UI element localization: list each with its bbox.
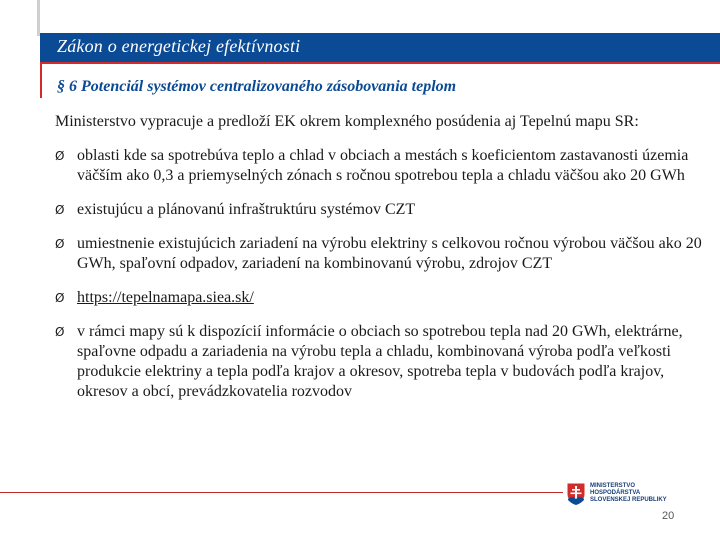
bullet-list [55, 146, 705, 416]
list-item [55, 322, 705, 402]
page-title: Zákon o energetickej efektívnosti [57, 36, 301, 56]
arrow-bullet-icon: Ø [55, 325, 65, 339]
bullet-text: oblasti kde sa spotrebúva teplo a chlad v obciach a mestách s koeficientom zastavanosti územia väčším ako 0,3 a priemyselných zónach s ročnou spotrebou tepla a chladu väčšou ako 20 GWh [77, 147, 689, 184]
arrow-bullet-icon: Ø [55, 203, 65, 217]
bullet-text: v rámci mapy sú k dispozícií informácie o obciach so spotrebou tepla nad 20 GWh, elektrárne, spaľovne odpadu a zariadenia na výrobu tepla a chladu, kombinovaná výroba podľa veľkosti produkcie elektriny a tepla podľa krajov a okresov, spotreba tepla v budovách podľa krajov, okresov a obcí, prevádzkovatelia rozvodov [77, 323, 683, 400]
logo-line-3: SLOVENSKEJ REPUBLIKY [590, 497, 667, 503]
intro-paragraph: Ministerstvo vypracuje a predloží EK okrem komplexného posúdenia aj Tepelnú mapu SR: [55, 113, 639, 130]
arrow-bullet-icon: Ø [55, 237, 65, 251]
arrow-bullet-icon: Ø [55, 291, 65, 305]
bullet-text: existujúcu a plánovanú infraštruktúru systémov CZT [77, 201, 416, 218]
list-item [55, 200, 705, 220]
section-subtitle: § 6 Potenciál systémov centralizovaného zásobovania teplom [57, 78, 457, 95]
ministry-logo [566, 482, 706, 510]
bullet-text: umiestnenie existujúcich zariadení na výrobu elektriny s celkovou ročnou výrobou väčšou ako 20 GWh, spaľovní odpadov, zariadení na kombinovanú výrobu, zdrojov CZT [77, 235, 702, 272]
list-item [55, 234, 705, 274]
list-item [55, 288, 705, 308]
heat-map-link[interactable]: https://tepelnamapa.siea.sk/ [77, 289, 254, 306]
footer-rule [0, 492, 563, 493]
left-edge-line [37, 0, 40, 36]
slovak-crest-icon [566, 482, 586, 506]
title-underline [40, 62, 720, 64]
logo-line-1: MINISTERSTVO [590, 483, 636, 489]
logo-wordmark [590, 483, 667, 504]
accent-vertical-line [40, 64, 42, 98]
list-item [55, 146, 705, 186]
arrow-bullet-icon: Ø [55, 149, 65, 163]
page-number: 20 [662, 510, 675, 522]
logo-line-2: HOSPODÁRSTVA [590, 490, 641, 496]
